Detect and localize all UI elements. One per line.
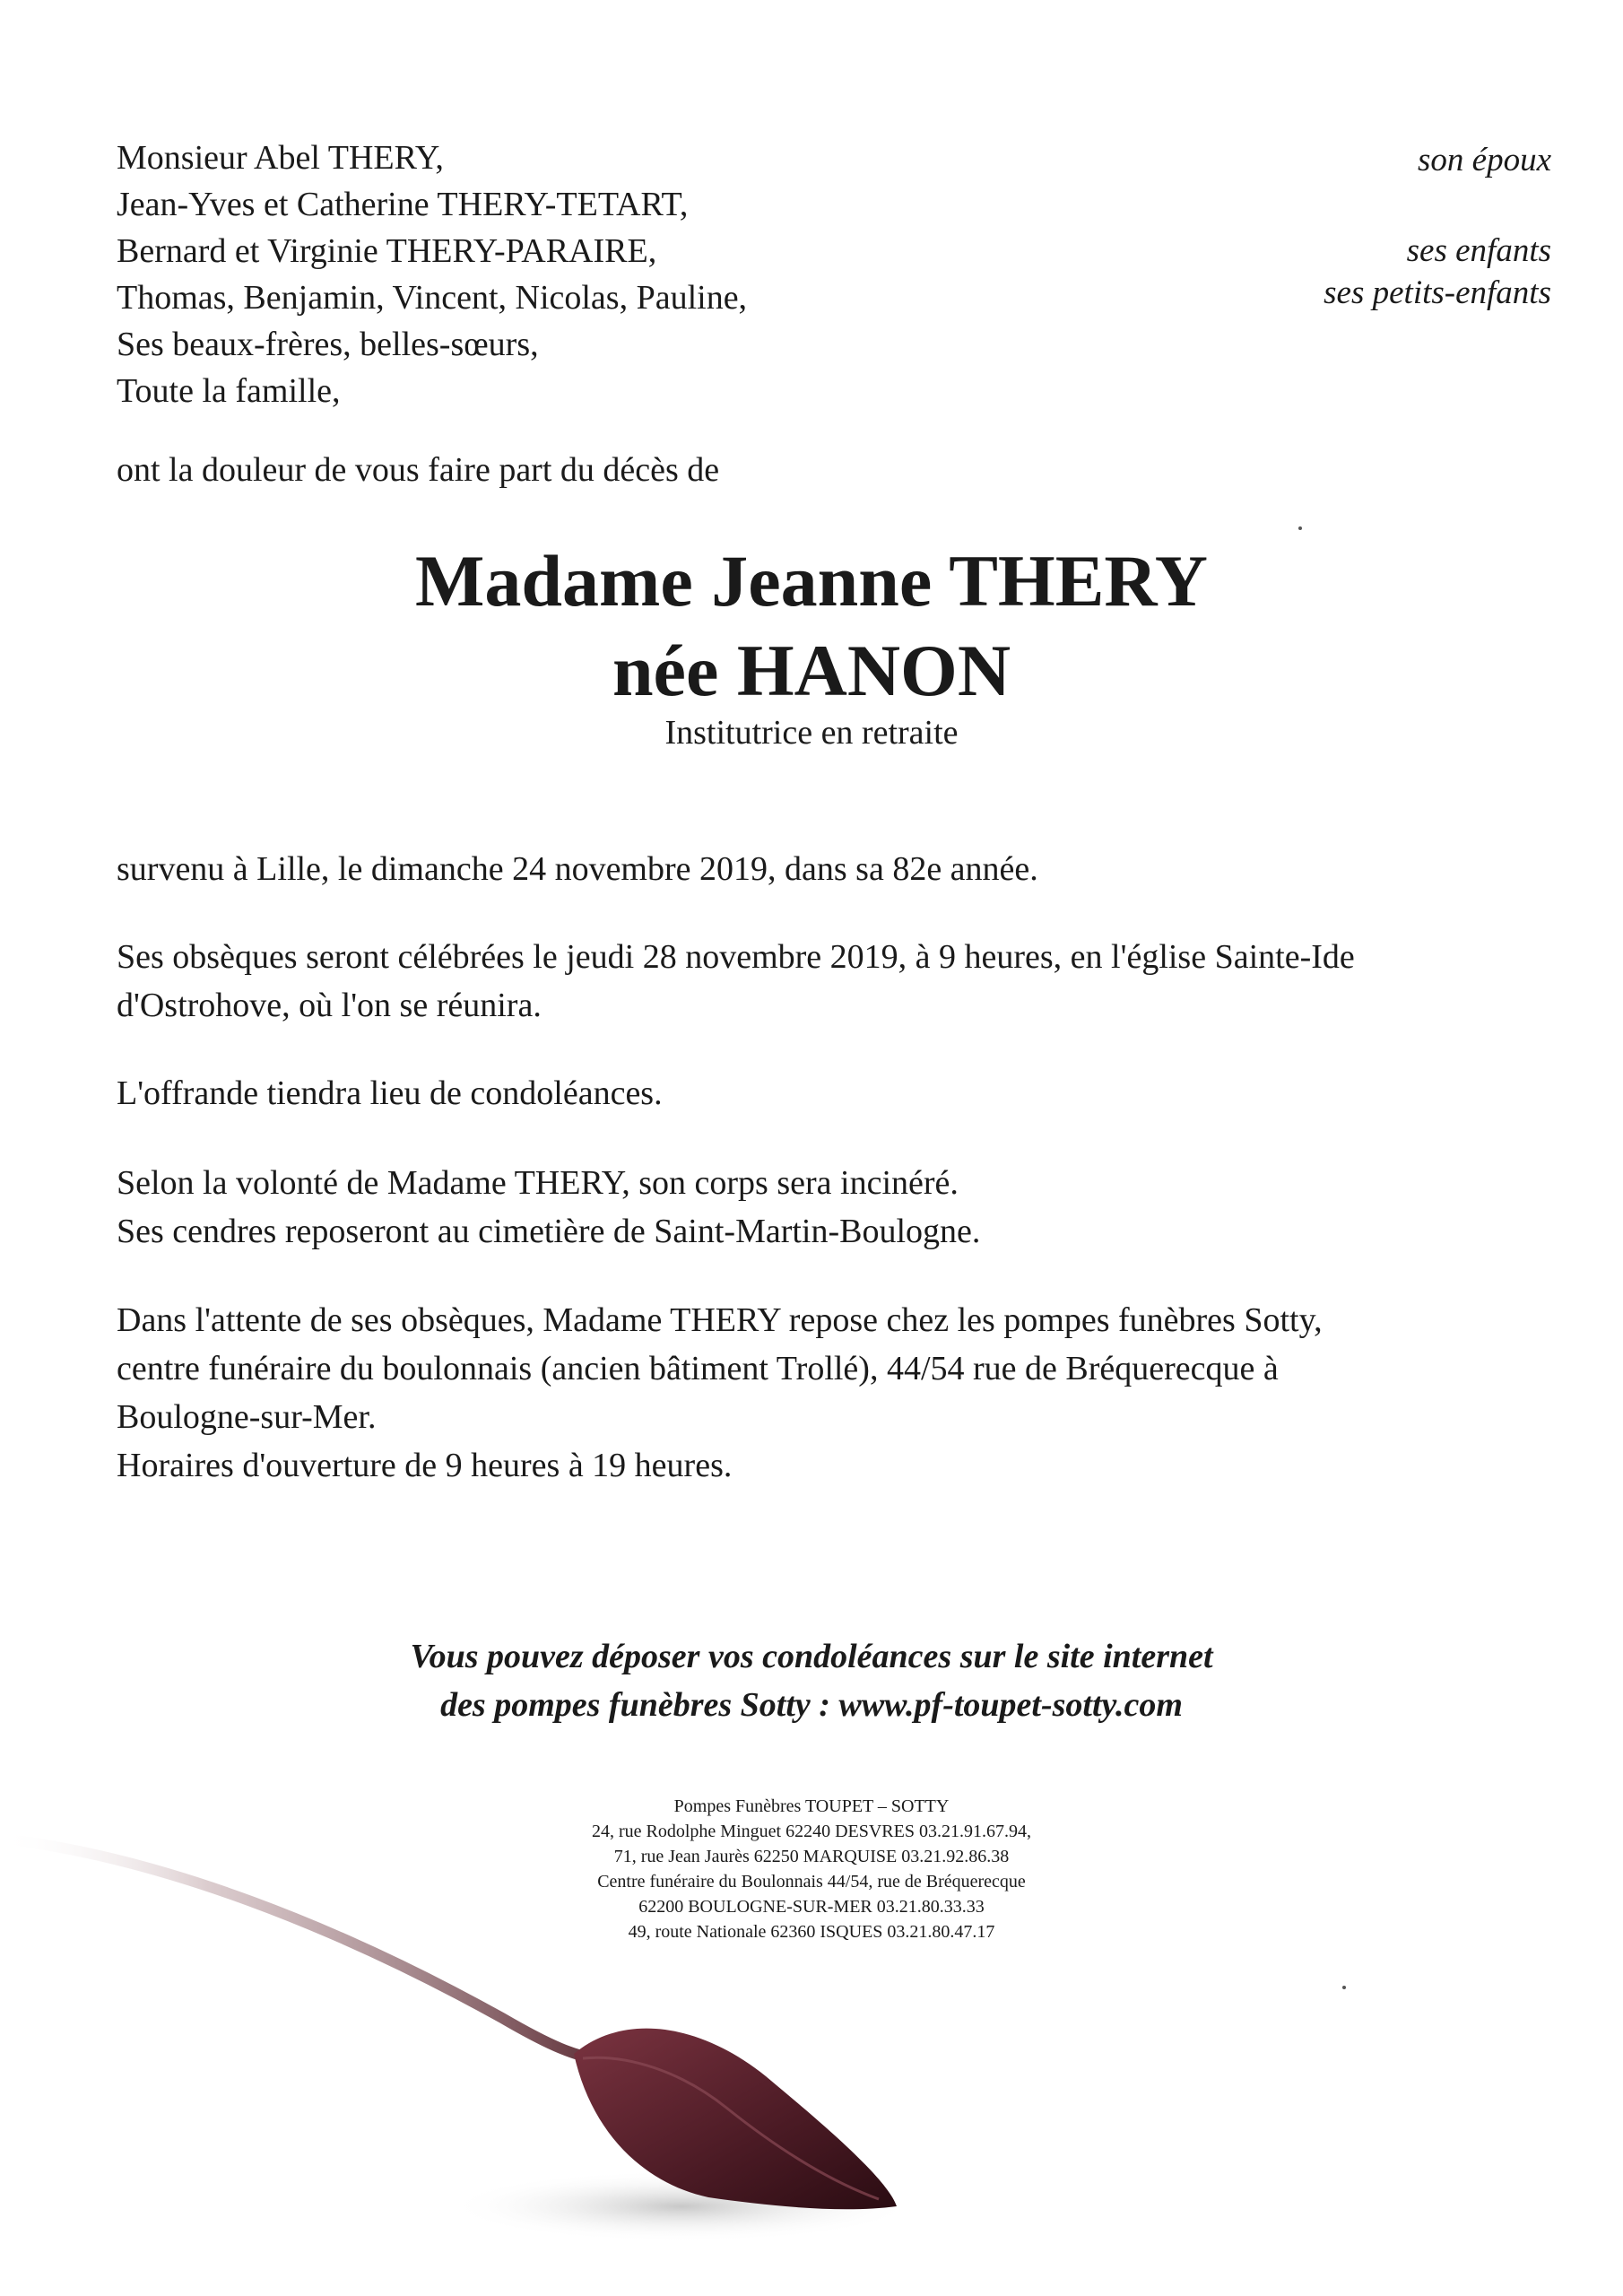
family-line-child-2: Bernard et Virginie THERY-PARAIRE, [117, 232, 657, 270]
funeral-paragraph-line-2: d'Ostrohove, où l'on se réunira. [117, 987, 542, 1024]
rest-paragraph-line-2: centre funéraire du boulonnais (ancien bâtiment Trollé), 44/54 rue de Bréquerecque à [117, 1350, 1279, 1387]
rest-paragraph-line-3: Boulogne-sur-Mer. [117, 1398, 377, 1436]
relation-children: ses enfants [1406, 232, 1551, 269]
family-line-in-laws: Ses beaux-frères, belles-sœurs, [117, 326, 539, 363]
condolences-line-1: Vous pouvez déposer vos condoléances sur le site internet [410, 1638, 1213, 1675]
deceased-name: Madame Jeanne THERY [415, 540, 1208, 622]
family-line-family: Toute la famille, [117, 372, 341, 410]
family-line-grandchildren: Thomas, Benjamin, Vincent, Nicolas, Pauline, [117, 279, 748, 317]
family-line-spouse: Monsieur Abel THERY, [117, 139, 444, 177]
funeral-paragraph-line-1: Ses obsèques seront célébrées le jeudi 28 novembre 2019, à 9 heures, en l'église Sainte-Ide [117, 938, 1355, 976]
condolences-line-2: des pompes funèbres Sotty : www.pf-toupet-sotty.com [440, 1686, 1183, 1724]
opening-hours: Horaires d'ouverture de 9 heures à 19 heures. [117, 1447, 733, 1484]
death-paragraph: survenu à Lille, le dimanche 24 novembre 2019, dans sa 82e année. [117, 850, 1038, 888]
footer-address-boulogne: 62200 BOULOGNE-SUR-MER 03.21.80.33.33 [638, 1897, 985, 1917]
footer-company: Pompes Funèbres TOUPET – SOTTY [673, 1796, 950, 1816]
relation-spouse: son époux [1418, 142, 1551, 178]
scan-speck [1342, 1986, 1346, 1989]
relation-grandchildren: ses petits-enfants [1324, 274, 1551, 311]
footer-address-marquise: 71, rue Jean Jaurès 62250 MARQUISE 03.21.92.86.38 [613, 1847, 1010, 1866]
deceased-maiden-name: née HANON [612, 630, 1011, 711]
announcement-text: ont la douleur de vous faire part du décès de [117, 451, 720, 489]
footer-address-boulonnais: Centre funéraire du Boulonnais 44/54, rue de Bréquerecque [597, 1872, 1026, 1892]
scan-speck [1298, 526, 1302, 530]
offering-paragraph: L'offrande tiendra lieu de condoléances. [117, 1074, 663, 1112]
cremation-paragraph-line-2: Ses cendres reposeront au cimetière de Saint-Martin-Boulogne. [117, 1213, 981, 1250]
footer-address-isques: 49, route Nationale 62360 ISQUES 03.21.80.47.17 [628, 1922, 995, 1942]
family-line-child-1: Jean-Yves et Catherine THERY-TETART, [117, 186, 689, 223]
flower-stem [0, 1839, 592, 2058]
calla-lily-illustration [0, 1785, 915, 2251]
cremation-paragraph-line-1: Selon la volonté de Madame THERY, son corps sera incinéré. [117, 1164, 959, 1202]
footer-address-desvres: 24, rue Rodolphe Minguet 62240 DESVRES 03.21.91.67.94, [592, 1822, 1031, 1841]
rest-paragraph-line-1: Dans l'attente de ses obsèques, Madame THERY repose chez les pompes funèbres Sotty, [117, 1301, 1323, 1339]
deceased-occupation: Institutrice en retraite [664, 714, 959, 752]
